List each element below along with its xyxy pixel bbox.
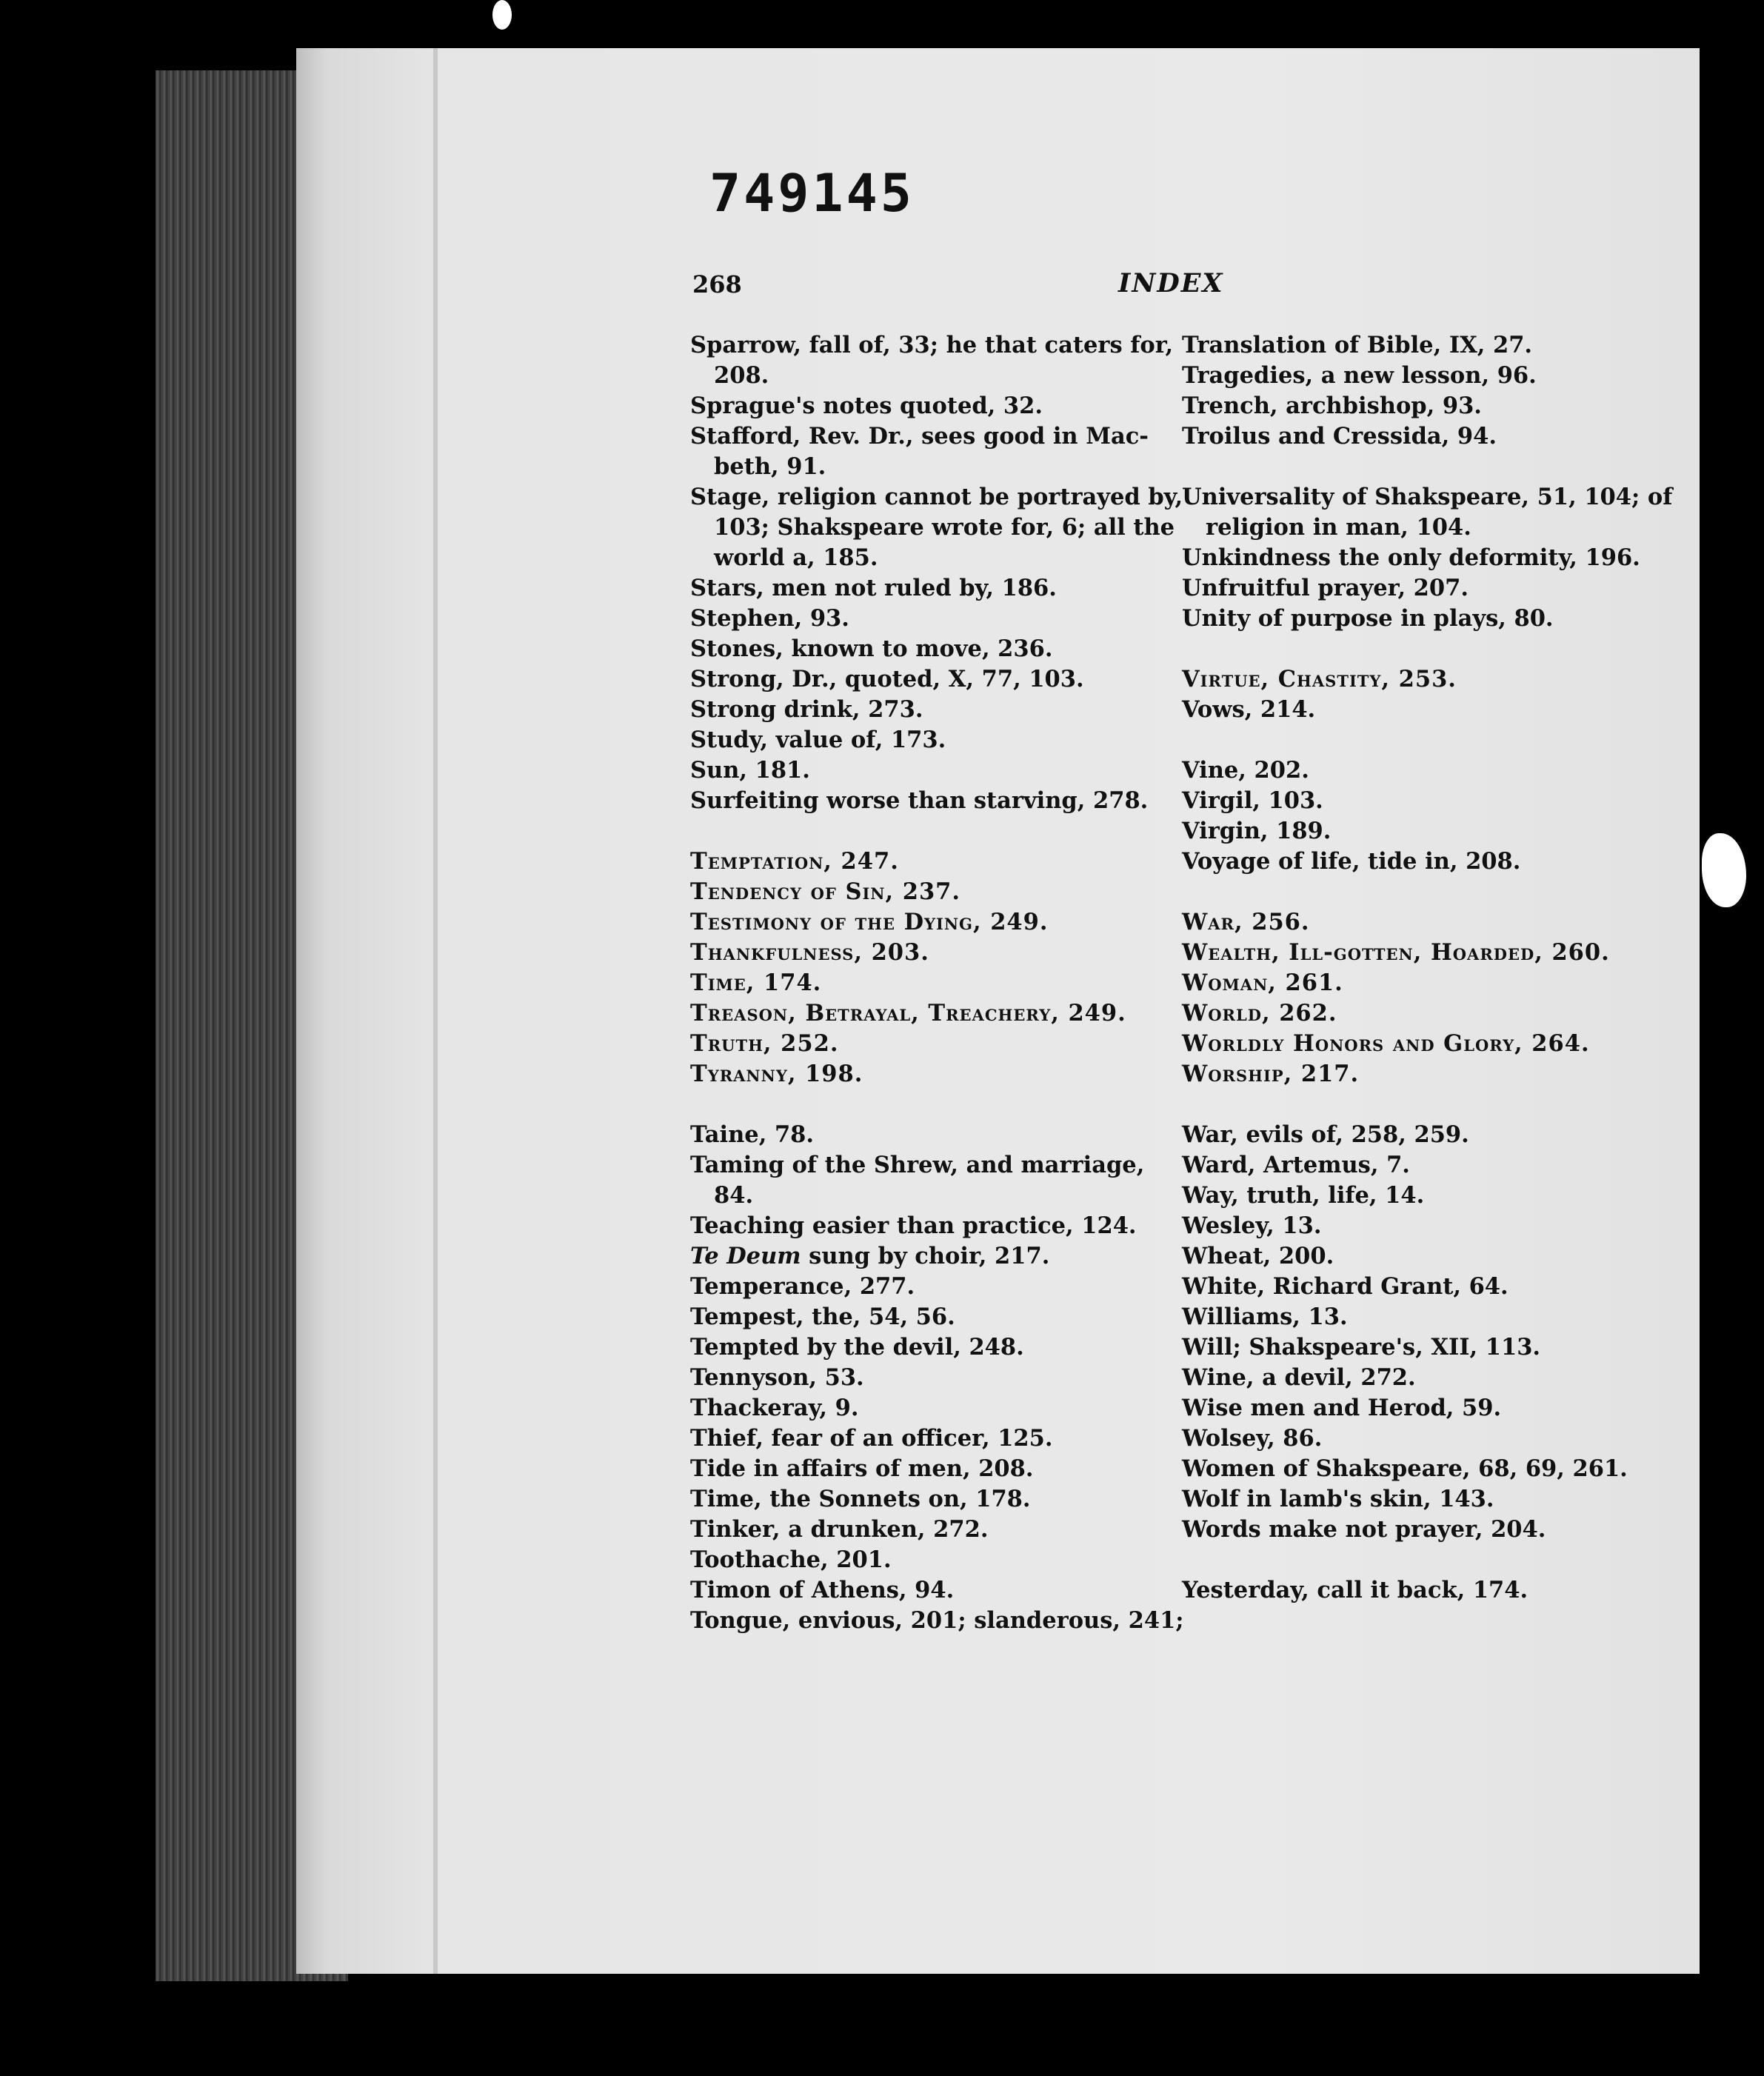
index-entry-line: Strong drink, 273.	[690, 696, 923, 723]
index-entry-line: Stage, religion cannot be portrayed by,	[690, 484, 1183, 510]
index-entry	[690, 604, 1157, 634]
index-entry-line: Time, 174.	[690, 969, 822, 996]
index-entry	[1182, 361, 1656, 391]
index-entry-line: Toothache, 201.	[690, 1546, 892, 1573]
index-entry-line: Tyranny, 198.	[690, 1061, 863, 1087]
index-entry-line: Wise men and Herod, 59.	[1182, 1395, 1502, 1421]
index-section-gap	[1182, 1545, 1656, 1575]
index-entry-line: Sprague's notes quoted, 32.	[690, 393, 1043, 419]
index-topic-heading	[690, 907, 1157, 938]
index-entry	[1182, 1484, 1656, 1515]
index-section-gap	[1182, 634, 1656, 664]
index-entry	[1182, 573, 1656, 604]
index-entry	[1182, 816, 1656, 847]
index-entry-line: Wealth, Ill-gotten, Hoarded, 260.	[1182, 939, 1610, 966]
index-entry	[1182, 421, 1656, 452]
index-entry-line: Tendency of Sin, 237.	[690, 878, 961, 905]
index-entry	[1182, 482, 1673, 543]
index-entry-line: Universality of Shakspeare, 51, 104; of	[1182, 484, 1673, 510]
index-column-right	[1182, 330, 1673, 1606]
index-entry	[690, 664, 1157, 695]
index-entry-line: sung by choir, 217.	[801, 1243, 1050, 1269]
index-entry-line: 208.	[714, 362, 769, 389]
index-entry	[690, 1332, 1157, 1363]
index-topic-heading	[1182, 968, 1656, 998]
index-topic-heading	[1182, 998, 1656, 1029]
index-entry	[1182, 786, 1656, 816]
index-entry-line: Tennyson, 53.	[690, 1364, 864, 1391]
index-entry-line: Voyage of life, tide in, 208.	[1182, 848, 1521, 875]
index-entry	[1182, 1393, 1656, 1424]
index-entry-line: Taine, 78.	[690, 1121, 815, 1148]
index-entry-line: Wine, a devil, 272.	[1182, 1364, 1416, 1391]
index-entry-line: Wheat, 200.	[1182, 1243, 1334, 1269]
index-topic-heading	[1182, 664, 1656, 695]
index-entry	[690, 330, 1174, 391]
index-entry-line: Taming of the Shrew, and marriage,	[690, 1152, 1145, 1178]
index-entry	[1182, 1454, 1656, 1484]
index-entry	[1182, 1181, 1656, 1211]
index-entry-line: Translation of Bible, IX, 27.	[1182, 332, 1533, 358]
index-entry-line: Way, truth, life, 14.	[1182, 1182, 1425, 1209]
index-entry-line: Thankfulness, 203.	[690, 939, 929, 966]
index-topic-heading	[690, 877, 1157, 907]
index-entry-line: Testimony of the Dying, 249.	[690, 909, 1049, 935]
index-topic-heading	[690, 938, 1157, 968]
index-entry	[1182, 755, 1656, 786]
index-entry-line: Tinker, a drunken, 272.	[690, 1516, 989, 1543]
index-entry-line: Truth, 252.	[690, 1030, 839, 1057]
index-entry	[690, 391, 1157, 421]
scan-blemish	[492, 0, 512, 30]
index-entry	[1182, 1120, 1656, 1150]
index-entry	[1182, 1272, 1656, 1302]
index-entry-line: Timon of Athens, 94.	[690, 1577, 955, 1603]
index-entry-line: Tempest, the, 54, 56.	[690, 1304, 955, 1330]
index-entry	[690, 755, 1157, 786]
index-entry	[690, 573, 1157, 604]
index-entry	[690, 1150, 1157, 1211]
index-entry	[690, 725, 1157, 755]
index-entry-line: Time, the Sonnets on, 178.	[690, 1486, 1031, 1512]
index-entry	[690, 1575, 1157, 1606]
index-entry	[1182, 1211, 1656, 1241]
index-entry-line: Words make not prayer, 204.	[1182, 1516, 1546, 1543]
index-entry-line: Sparrow, fall of, 33; he that caters for,	[690, 332, 1174, 358]
index-entry	[1182, 1363, 1656, 1393]
index-entry-line: Tempted by the devil, 248.	[690, 1334, 1024, 1361]
index-entry	[1182, 847, 1656, 877]
index-entry-line: Treason, Betrayal, Treachery, 249.	[690, 1000, 1126, 1027]
index-entry	[690, 1454, 1157, 1484]
index-topic-heading	[1182, 907, 1656, 938]
index-entry	[1182, 330, 1656, 361]
index-entry	[1182, 695, 1656, 725]
index-entry-line: Virtue, Chastity, 253.	[1182, 666, 1457, 692]
index-entry	[690, 1606, 1184, 1636]
index-entry	[1182, 1332, 1656, 1363]
index-entry-line: Sun, 181.	[690, 757, 810, 784]
index-entry	[690, 1211, 1157, 1241]
scan-blemish	[1702, 833, 1746, 907]
index-entry-line: Temperance, 277.	[690, 1273, 915, 1300]
index-entry	[690, 1515, 1157, 1545]
index-topic-heading	[690, 1029, 1157, 1059]
index-entry-line: Troilus and Cressida, 94.	[1182, 423, 1497, 450]
index-entry	[1182, 1150, 1656, 1181]
index-entry-line: Stars, men not ruled by, 186.	[690, 575, 1057, 601]
index-entry-line: Surfeiting worse than starving, 278.	[690, 787, 1149, 814]
index-entry-line: world a, 185.	[714, 544, 878, 571]
index-entry	[1182, 1515, 1656, 1545]
index-entry-line: World, 262.	[1182, 1000, 1337, 1027]
index-entry	[690, 634, 1157, 664]
index-entry	[690, 695, 1157, 725]
index-entry	[1182, 1575, 1656, 1606]
index-section-gap	[1182, 1089, 1656, 1120]
index-entry-line: Unity of purpose in plays, 80.	[1182, 605, 1554, 632]
index-entry-line: White, Richard Grant, 64.	[1182, 1273, 1509, 1300]
index-entry-line: Wesley, 13.	[1182, 1212, 1322, 1239]
index-topic-heading	[690, 998, 1157, 1029]
index-entry	[1182, 543, 1656, 573]
index-entry	[690, 786, 1157, 816]
page-gutter	[433, 48, 438, 1974]
index-entry	[1182, 604, 1656, 634]
index-entry-line: Vows, 214.	[1182, 696, 1316, 723]
index-entry-line: Will; Shakspeare's, XII, 113.	[1182, 1334, 1541, 1361]
index-entry	[1182, 1424, 1656, 1454]
index-entry-line: 84.	[714, 1182, 754, 1209]
running-head: INDEX	[1118, 268, 1224, 298]
index-column-left	[690, 330, 1184, 1636]
index-entry-line: Stones, known to move, 236.	[690, 635, 1053, 662]
index-entry-line: Worship, 217.	[1182, 1061, 1360, 1087]
index-entry-line: Woman, 261.	[1182, 969, 1343, 996]
index-entry-line: Women of Shakspeare, 68, 69, 261.	[1182, 1455, 1628, 1482]
index-entry-line: beth, 91.	[714, 453, 826, 480]
index-entry-italic-term: Te Deum	[690, 1243, 801, 1269]
index-entry-line: War, evils of, 258, 259.	[1182, 1121, 1469, 1148]
accession-number: 749145	[709, 163, 915, 224]
index-entry-line: Thackeray, 9.	[690, 1395, 859, 1421]
index-entry-line: Tragedies, a new lesson, 96.	[1182, 362, 1537, 389]
index-entry-line: Ward, Artemus, 7.	[1182, 1152, 1410, 1178]
index-entry	[690, 1484, 1157, 1515]
index-entry	[690, 1424, 1157, 1454]
index-entry	[690, 421, 1157, 482]
index-entry-line: Wolf in lamb's skin, 143.	[1182, 1486, 1494, 1512]
index-entry	[690, 1302, 1157, 1332]
index-entry	[690, 1393, 1157, 1424]
index-entry-line: Stafford, Rev. Dr., sees good in Mac-	[690, 423, 1149, 450]
index-entry-line: Unkindness the only deformity, 196.	[1182, 544, 1640, 571]
index-entry-line: Teaching easier than practice, 124.	[690, 1212, 1137, 1239]
index-entry	[690, 1545, 1157, 1575]
index-entry	[690, 482, 1183, 573]
index-entry-line: Unfruitful prayer, 207.	[1182, 575, 1469, 601]
index-entry	[690, 1120, 1157, 1150]
index-entry	[1182, 391, 1656, 421]
index-topic-heading	[1182, 1059, 1656, 1089]
index-topic-heading	[1182, 938, 1656, 968]
index-entry-line: Stephen, 93.	[690, 605, 849, 632]
index-entry-line: 103; Shakspeare wrote for, 6; all the	[714, 514, 1175, 541]
index-section-gap	[690, 1089, 1157, 1120]
page-number: 268	[692, 270, 742, 298]
index-topic-heading	[690, 1059, 1157, 1089]
index-section-gap	[1182, 877, 1656, 907]
index-entry	[1182, 1241, 1656, 1272]
index-entry-line: Strong, Dr., quoted, X, 77, 103.	[690, 666, 1084, 692]
index-entry-line: Study, value of, 173.	[690, 727, 946, 753]
index-entry-line: Worldly Honors and Glory, 264.	[1182, 1030, 1590, 1057]
index-entry-line: religion in man, 104.	[1206, 514, 1471, 541]
index-entry-line: Tongue, envious, 201; slanderous, 241;	[690, 1607, 1184, 1634]
index-entry-line: Trench, archbishop, 93.	[1182, 393, 1482, 419]
index-entry-line: Yesterday, call it back, 174.	[1182, 1577, 1529, 1603]
index-section-gap	[1182, 725, 1656, 755]
index-entry-line: Williams, 13.	[1182, 1304, 1348, 1330]
index-entry	[690, 1363, 1157, 1393]
index-entry	[1182, 1302, 1656, 1332]
index-entry-line: Virgil, 103.	[1182, 787, 1323, 814]
index-section-gap	[690, 816, 1157, 847]
index-topic-heading	[690, 847, 1157, 877]
index-entry-line: Tide in affairs of men, 208.	[690, 1455, 1034, 1482]
index-section-gap	[1182, 452, 1656, 482]
index-entry-line: Thief, fear of an officer, 125.	[690, 1425, 1053, 1452]
index-topic-heading	[1182, 1029, 1656, 1059]
index-entry-line: Temptation, 247.	[690, 848, 899, 875]
index-entry-line: Vine, 202.	[1182, 757, 1309, 784]
index-entry	[690, 1241, 1157, 1272]
index-entry-line: Virgin, 189.	[1182, 818, 1332, 844]
index-entry-line: War, 256.	[1182, 909, 1310, 935]
index-entry-line: Wolsey, 86.	[1182, 1425, 1323, 1452]
index-topic-heading	[690, 968, 1157, 998]
index-entry	[690, 1272, 1157, 1302]
